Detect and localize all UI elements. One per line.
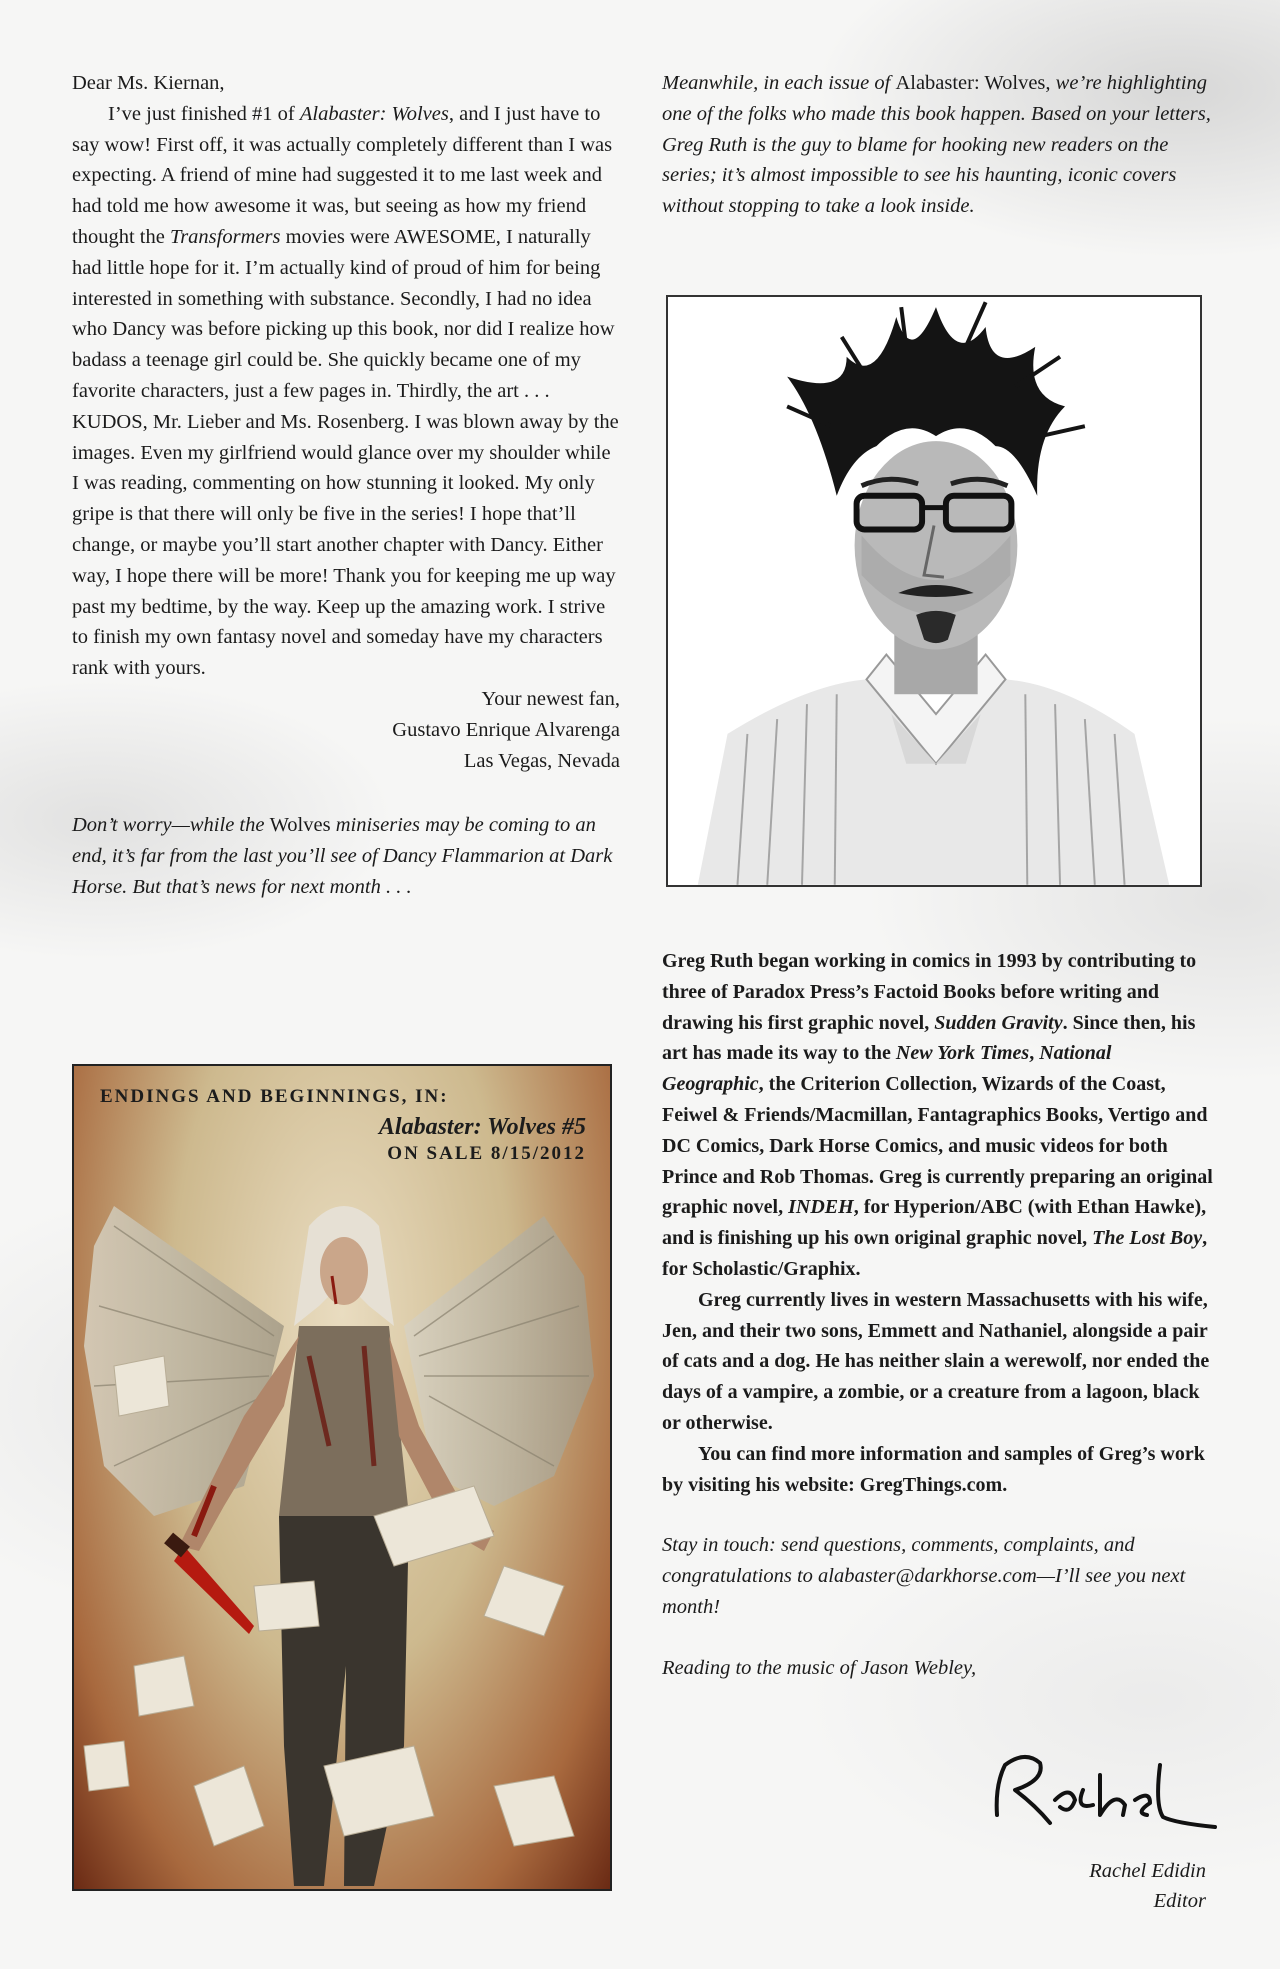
signoff-line: Your newest fan, [481,687,620,710]
editor-role: Editor [1153,1890,1206,1912]
bio-title: Sudden Gravity [934,1011,1063,1034]
bio-text: , [1029,1042,1040,1065]
greg-ruth-photo [666,295,1202,887]
ad-artwork [74,1186,612,1891]
bio-text: Greg Ruth began working in comics in 1993 by contributing to three of Paradox Press’s Factoid Books before writing and drawing his first graphic novel, [662,950,1197,1034]
ad-issue-title: Alabaster: Wolves #5 [378,1114,586,1140]
letter-text: , and I just have to say wow! First off, it was actually completely different than I was expecting. A friend of mine had suggested it to me last week and had told me how awesome it was, but seeing as how my friend thought the [72,102,613,248]
bio-section [662,946,1218,1684]
bio-text: , for Scholastic/Graphix. [662,1227,1208,1280]
bio-title: National Geographic [662,1042,1112,1096]
intro-text: Meanwhile, in each issue of [662,72,896,94]
editor-reply [72,810,620,902]
ad-text [100,1086,586,1165]
bio-title: INDEH [788,1196,854,1219]
bio-paragraph: Greg currently lives in western Massachusetts with his wife, Jen, and their two sons, Emmett and Nathaniel, alongside a pair of cats and a dog. He has neither slain a werewolf, nor ended the days of a vampire, a zombie, or a creature from a lagoon, black or otherwise. [662,1288,1210,1434]
right-column [662,68,1218,222]
ad-on-sale-date: ON SALE 8/15/2012 [387,1143,586,1164]
intro-title: Alabaster: Wolves [895,72,1046,94]
left-column [72,68,620,903]
bio-text: , for Hyperion/ABC (with Ethan Hawke), and is finishing up his own original graphic novel, [662,1196,1207,1250]
editor-credit [1089,1856,1206,1916]
reading-music: Reading to the music of Jason Webley, [662,1656,977,1679]
reply-text: Don’t worry—while the [72,814,270,837]
greg-ruth-bio [662,946,1218,1500]
bio-text: , the Criterion Collection, Wizards of the Coast, Feiwel & Friends/Macmillan, Fantagraphics Books, Vertigo and DC Comics, Dark Horse Comics, and music videos for both Prince and Rob Thomas. Greg is currently preparing an original graphic novel, [662,1073,1213,1219]
bio-paragraph [662,946,1218,1285]
ad-headline: ENDINGS AND BEGINNINGS, IN: [100,1086,449,1107]
letter-signoff [72,684,620,776]
portrait-illustration [668,297,1200,885]
issue-5-ad [72,1064,612,1891]
intro-text: , we’re highlighting one of the folks who made this book happen. Based on your letters, Greg Ruth is the guy to blame for hooking new readers on the series; it’s almost impossible to see his haunting, iconic covers without stopping to take a look inside. [662,72,1211,218]
signoff-location: Las Vegas, Nevada [463,749,620,772]
spotlight-intro [662,68,1218,222]
letter-text: I’ve just finished #1 of [108,102,300,125]
reader-letter [72,68,620,684]
bio-title: The Lost Boy [1092,1227,1203,1250]
reply-title: Wolves [269,814,331,837]
bio-paragraph: You can find more information and samples of Greg’s work by visiting his website: GregThings.com. [662,1442,1205,1496]
letter-salutation: Dear Ms. Kiernan, [72,72,225,94]
bio-title: New York Times [895,1042,1030,1065]
letter-body [72,99,620,684]
editor-name: Rachel Edidin [1089,1860,1206,1882]
signoff-name: Gustavo Enrique Alvarenga [392,718,620,741]
bio-text: . Since then, his art has made its way to the [662,1011,1196,1065]
editor-signature [975,1745,1225,1840]
letter-title: Alabaster: Wolves [299,102,449,125]
stay-in-touch: Stay in touch: send questions, comments, complaints, and congratulations to alabaster@darkhorse.com—I’ll see you next month! [662,1534,1186,1618]
letter-text: movies were AWESOME, I naturally had little hope for it. I’m actually kind of proud of him for being interested in something with substance. Secondly, I had no idea who Dancy was before picking up this book, nor did I realize how badass a teenage girl could be. She quickly became one of my favorite characters, just a few pages in. Thirdly, the art . . . KUDOS, Mr. Lieber and Ms. Rosenberg. I was blown away by the images. Even my girlfriend would glance over my shoulder while I was reading, commenting on how stunning it looked. My only gripe is that there will only be five in the series! I hope that’ll change, or maybe you’ll start another chapter with Dancy. Either way, I hope there will be more! Thank you for keeping me up way past my bedtime, by the way. Keep up the amazing work. I strive to finish my own fantasy novel and someday have my characters rank with yours. [72,225,619,680]
letter-title: Transformers [169,225,281,248]
reply-text: miniseries may be coming to an end, it’s far from the last you’ll see of Dancy Flammarion at Dark Horse. But that’s news for next month . . . [72,814,613,898]
